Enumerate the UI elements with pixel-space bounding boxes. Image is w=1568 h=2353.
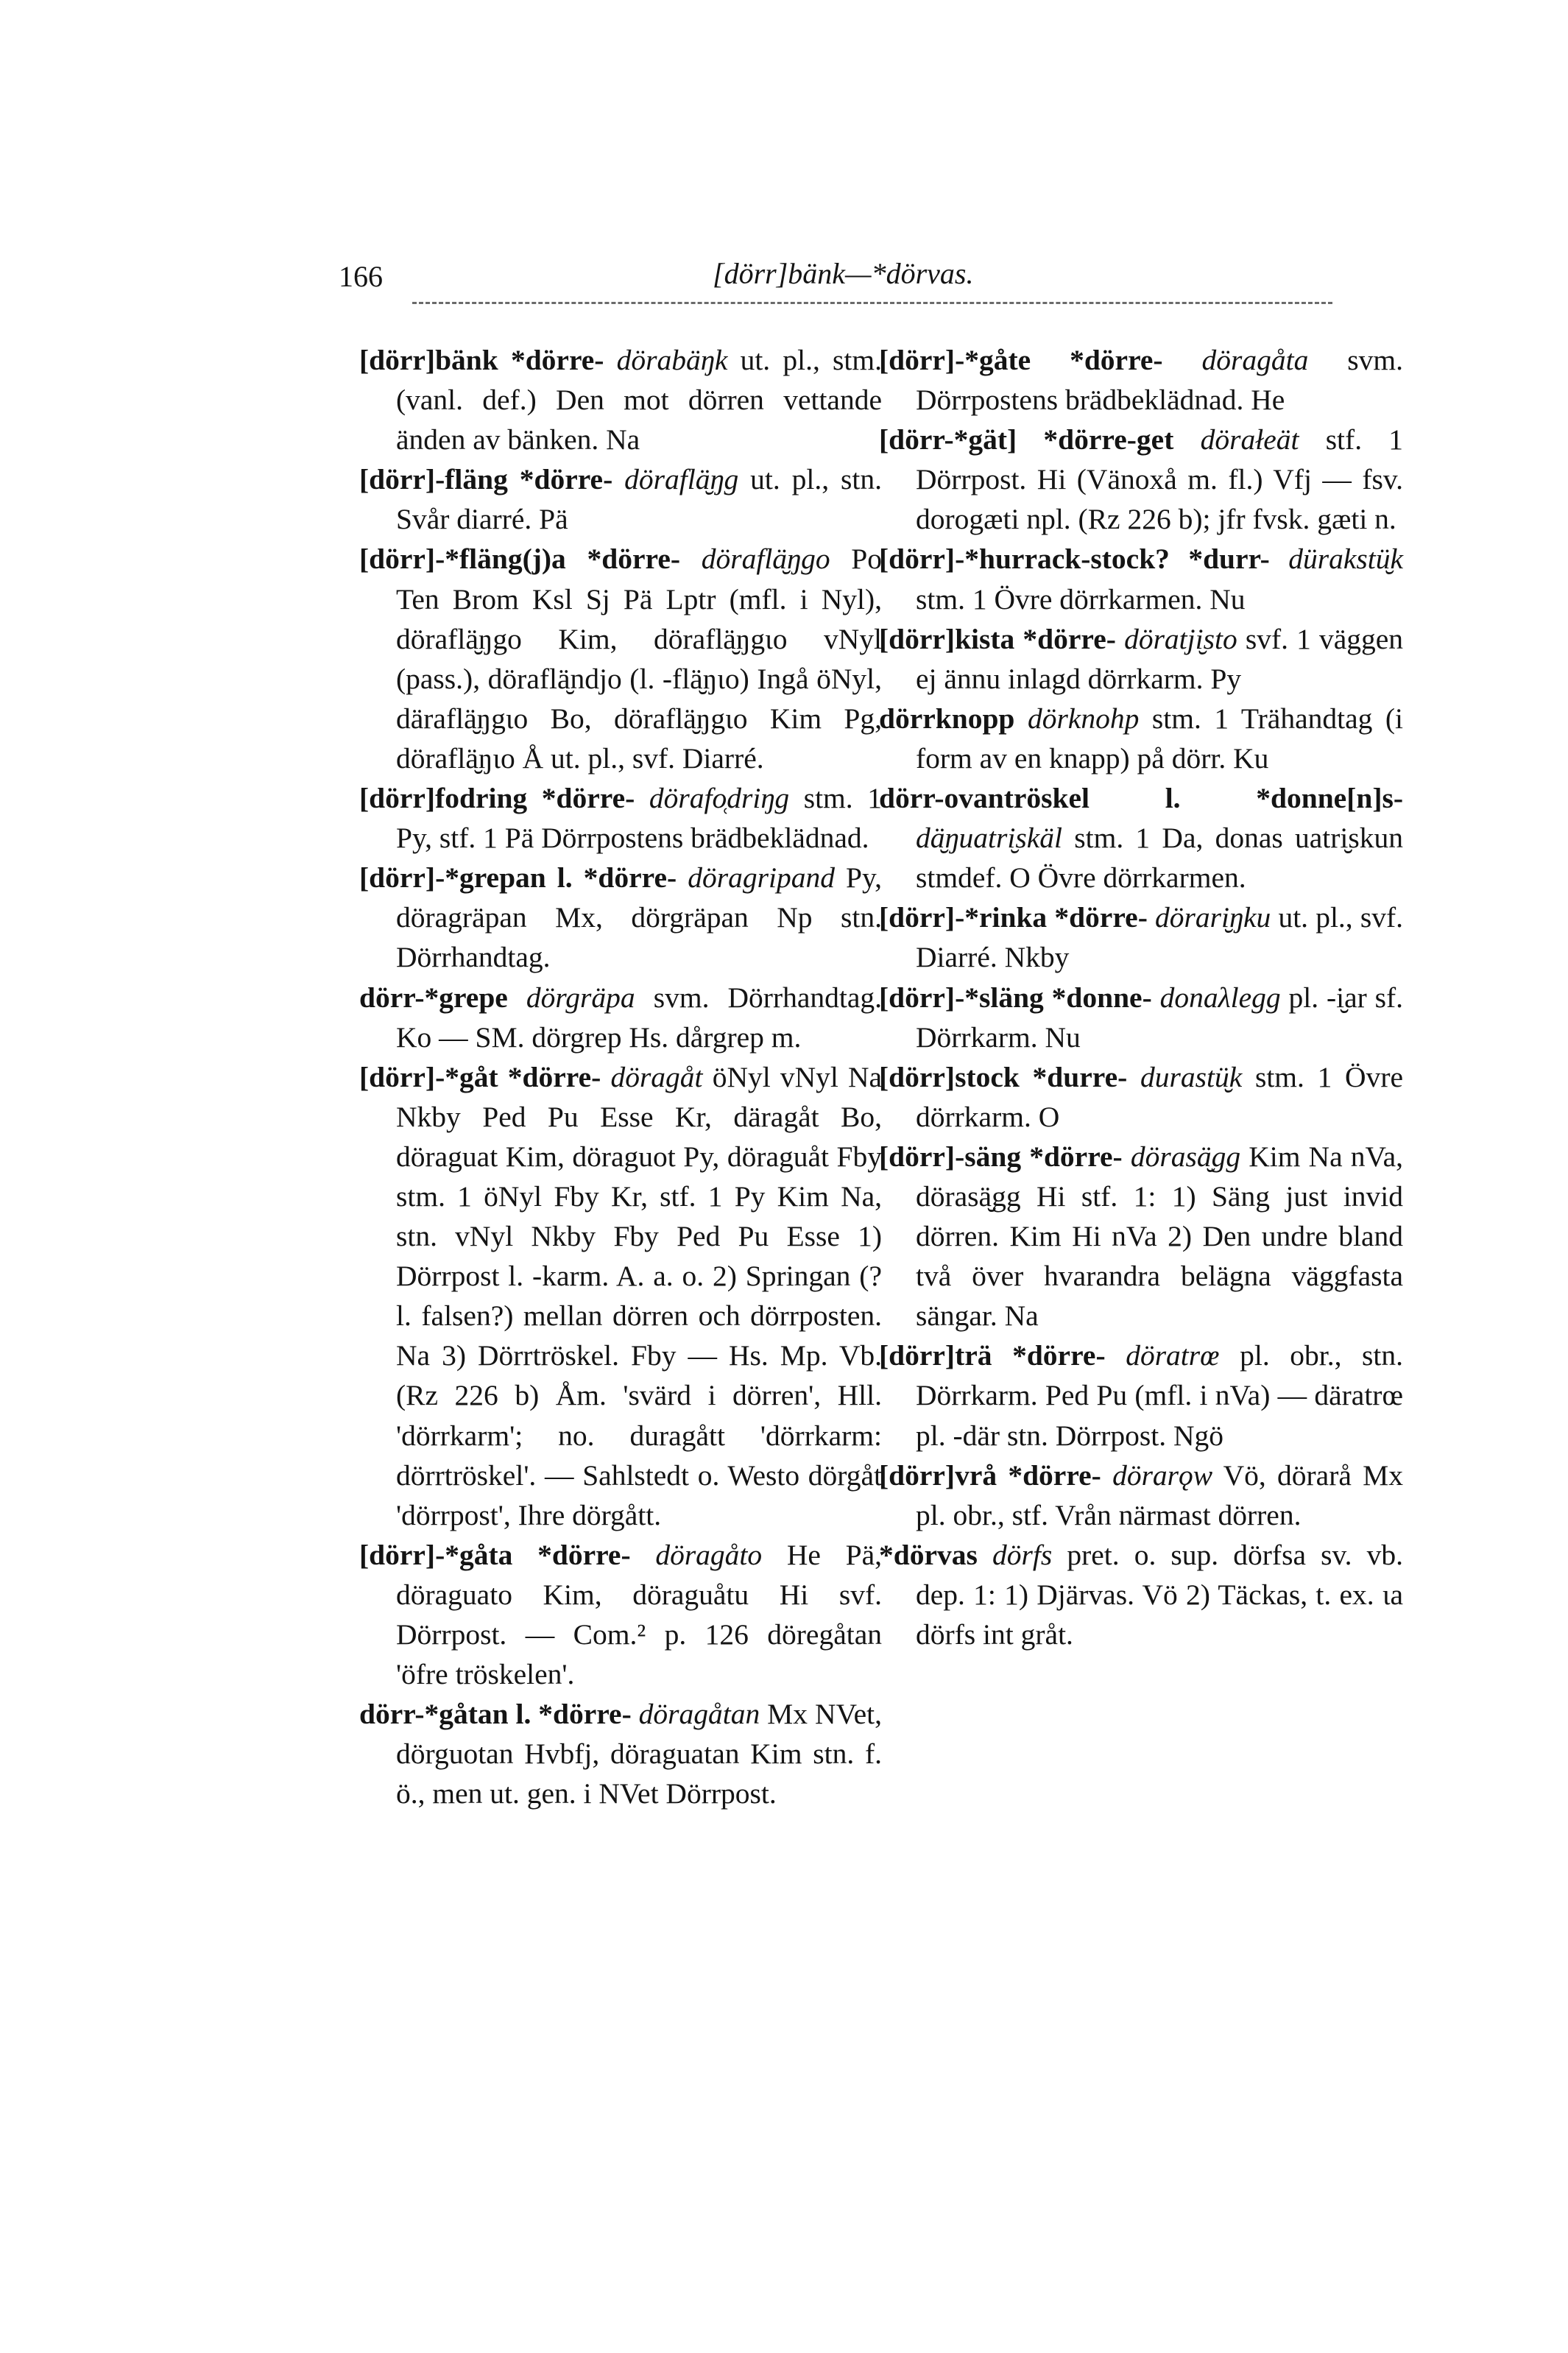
entry-headword: [dörr]vrå *dörre- (879, 1458, 1101, 1492)
entry-phonetic: dörasä̮gg (1130, 1140, 1241, 1173)
entry-text: Po Ten Brom Ksl Sj Pä Lptr (mfl. i Nyl), döraflä̮ŋgo Kim, döraflä̮ŋgɩo vNyl (pass.), döraflä̮ndjo (l. -flä̮ŋɩo) Ingå öNyl, däraflä̮ŋgɩo Bo, döraflä̮ŋgɩo Kim Pg, döraflä̮ŋɩo Å ut. pl., svf. Diarré. (396, 543, 882, 775)
entry-headword: [dörr-*gät] *dörre-get (879, 423, 1174, 456)
dictionary-entry (359, 978, 882, 1057)
entry-headword: [dörr]-*grepan l. *dörre- (359, 861, 677, 895)
dictionary-entry (879, 619, 1403, 699)
entry-headword: [dörr]-säng *dörre- (879, 1140, 1123, 1173)
header-rule (412, 302, 1332, 304)
right-column (879, 340, 1403, 1654)
entry-text: Mx NVet, dörguotan Hvbfj, döraguatan Kim stn. f. ö., men ut. gen. i NVet Dörrpost. (396, 1698, 882, 1810)
entry-phonetic: dörfs (992, 1538, 1053, 1571)
dictionary-entry (359, 778, 882, 858)
entry-phonetic: döragripand (688, 861, 835, 895)
entry-text: ut. pl., stm. (vanl. def.) Den mot dörren vettande änden av bänken. Na (396, 344, 882, 456)
entry-phonetic: dä̮ŋuatri̮skäl (916, 822, 1062, 855)
entry-text: Py, döragräpan Mx, dörgräpan Np stn. Dörrhandtag. (396, 861, 883, 974)
entry-text: svm. Dörrhandtag. Ko — SM. dörgrep Hs. dårgrep m. (396, 981, 883, 1054)
entry-text: Vö, dörarå Mx pl. obr., stf. Vrån närmast dörren. (916, 1458, 1403, 1531)
dictionary-entry (879, 1456, 1403, 1535)
entry-text: pl. -i̮ar sf. Dörrkarm. Nu (916, 981, 1403, 1054)
entry-headword: *dörvas (879, 1538, 978, 1571)
dictionary-entry (879, 699, 1403, 778)
entry-headword: [dörr]fodring *dörre- (359, 782, 635, 815)
entry-phonetic: döragåtan (638, 1698, 760, 1731)
entry-headword: [dörr]-*gåta *dörre- (359, 1538, 631, 1571)
dictionary-entry (879, 1535, 1403, 1654)
entry-text: stm. 1 Py, stf. 1 Pä Dörrpostens brädbeklädnad. (396, 782, 882, 855)
entry-text: stf. 1 Dörrpost. Hi (Vänoxå m. fl.) Vfj — fsv. dorogæti npl. (Rz 226 b); jfr fvsk. gæti n. (916, 423, 1404, 536)
entry-phonetic: döraflä̮ŋgo (701, 543, 830, 576)
entry-text: stm. 1 Övre dörrkarm. O (916, 1060, 1404, 1133)
entry-headword: [dörr]-*hurrack-stock? *durr- (879, 543, 1270, 576)
entry-text: stm. 1 Da, donas uatri̮skun stmdef. O Övre dörrkarmen. (916, 822, 1404, 895)
dictionary-entry (359, 1694, 882, 1813)
dictionary-entry (879, 978, 1403, 1057)
dictionary-entry (879, 420, 1403, 539)
left-column (359, 340, 882, 1813)
entry-headword: dörrknopp (879, 702, 1015, 735)
dictionary-entry (359, 858, 882, 977)
dictionary-entry (879, 897, 1403, 977)
entry-phonetic: dörknohp (1027, 702, 1140, 735)
entry-phonetic: döragåto (655, 1538, 763, 1571)
entry-headword: [dörr]bänk *dörre- (359, 344, 604, 376)
entry-phonetic: dörałeät (1200, 423, 1299, 456)
entry-headword: dörr-*gåtan l. *dörre- (359, 1698, 632, 1731)
entry-headword: [dörr]-fläng *dörre- (359, 463, 613, 496)
entry-phonetic: dörafo̜driŋg (649, 782, 790, 815)
entry-text: pret. o. sup. dörfsa sv. vb. dep. 1: 1) Djärvas. Vö 2) Täckas, t. ex. ɩa dörfs int gråt. (916, 1538, 1404, 1651)
entry-text: öNyl vNyl Na Nkby Ped Pu Esse Kr, däragåt Bo, döraguat Kim, döraguot Py, döraguåt Fby stm. 1 öNyl Fby Kr, stf. 1 Py Kim Na, stn. vNyl Nkby Fby Ped Pu Esse 1) Dörrpost l. -karm. A. a. o. 2) Springan (? l. falsen?) mellan dörren och dörrposten. Na 3) Dörrtröskel. Fby — Hs. Mp. Vb. (Rz 226 b) Åm. 'svärd i dörren', Hll. 'dörrkarm'; no. duragått 'dörrkarm: dörrtröskel'. — Sahlstedt o. Westo dörgåt 'dörrpost', Ihre dörgått. (396, 1060, 883, 1531)
entry-headword: [dörr]-*rinka *dörre- (879, 901, 1148, 934)
dictionary-entry (359, 539, 882, 778)
dictionary-entry (879, 1137, 1403, 1336)
entry-text: pl. obr., stn. Dörrkarm. Ped Pu (mfl. i nVa) — däratrœ pl. -där stn. Dörrpost. Ngö (916, 1339, 1404, 1452)
dictionary-entry (879, 778, 1403, 897)
entry-text: ut. pl., svf. Diarré. Nkby (916, 901, 1403, 974)
dictionary-entry (359, 459, 882, 539)
entry-phonetic: döragåta (1201, 344, 1309, 376)
entry-headword: dörr-ovantröskel l. *donne[n]s- (879, 782, 1403, 815)
entry-text: stm. 1 Trähandtag (i form av en knapp) på dörr. Ku (916, 702, 1404, 775)
dictionary-entry (359, 340, 882, 459)
entry-phonetic: döraflä̮ŋg (624, 463, 739, 496)
entry-phonetic: dörgräpa (526, 981, 635, 1014)
entry-text: ut. pl., stn. Svår diarré. Pä (396, 463, 883, 536)
dictionary-entry (359, 1057, 882, 1535)
running-head: [dörr]bänk—*dörvas. (713, 257, 974, 290)
dictionary-entry (879, 1057, 1403, 1137)
entry-phonetic: döratrœ (1126, 1339, 1220, 1372)
entry-headword: [dörr]kista *dörre- (879, 622, 1116, 655)
entry-phonetic: dörabäŋk (616, 344, 728, 376)
entry-headword: [dörr]-*fläng(j)a *dörre- (359, 543, 681, 576)
page-number: 166 (339, 260, 383, 293)
entry-phonetic: donaλlegg (1159, 981, 1281, 1014)
entry-phonetic: dürakstü̮k (1288, 543, 1403, 576)
entry-text: svf. 1 väggen ej ännu inlagd dörrkarm. Py (916, 622, 1404, 695)
dictionary-entry (879, 1336, 1403, 1455)
entry-text: svm. Dörrpostens brädbeklädnad. He (916, 344, 1403, 417)
entry-headword: [dörr]-*släng *donne- (879, 981, 1152, 1014)
entry-phonetic: durastü̮k (1140, 1060, 1243, 1093)
entry-headword: [dörr]-*gåt *dörre- (359, 1060, 601, 1093)
dictionary-entry (359, 1535, 882, 1694)
dictionary-entry (879, 539, 1403, 618)
entry-text: stm. 1 Övre dörrkarmen. Nu (916, 582, 1246, 615)
entry-phonetic: döragåt (610, 1060, 703, 1093)
entry-headword: dörr-*grepe (359, 981, 508, 1014)
entry-text: He Pä, döraguato Kim, döraguåtu Hi svf. Dörrpost. — Com.² p. 126 döregåtan 'öfre tröskelen'. (396, 1538, 883, 1691)
dictionary-entry (879, 340, 1403, 420)
entry-headword: [dörr]-*gåte *dörre- (879, 344, 1163, 376)
entry-headword: [dörr]trä *dörre- (879, 1339, 1106, 1372)
entry-phonetic: dörarǫw (1112, 1458, 1213, 1492)
entry-headword: [dörr]stock *durre- (879, 1060, 1128, 1093)
entry-phonetic: dörari̮ŋku (1155, 901, 1271, 934)
entry-text: Kim Na nVa, dörasä̮gg Hi stf. 1: 1) Säng just invid dörren. Kim Hi nVa 2) Den undre bland två över hvarandra belägna väggfasta sängar. Na (916, 1140, 1404, 1333)
entry-phonetic: döratji̮sto (1124, 622, 1237, 655)
